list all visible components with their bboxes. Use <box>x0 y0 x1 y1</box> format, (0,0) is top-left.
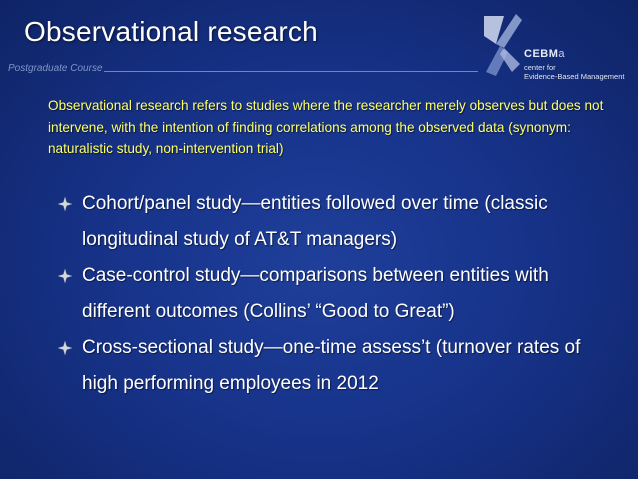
course-label: Postgraduate Course <box>8 63 103 74</box>
four-point-star-icon <box>58 197 72 211</box>
logo-tagline-2: Evidence-Based Management <box>524 72 625 81</box>
four-point-star-icon <box>58 341 72 355</box>
header-divider <box>104 71 478 72</box>
logo-mark-icon <box>482 14 522 76</box>
bullet-item-cohort <box>58 186 618 258</box>
bullet-list <box>58 186 618 402</box>
cebma-logo <box>482 14 632 84</box>
intro-paragraph: Observational research refers to studies where the researcher merely observes but does not intervene, with the intention of finding correlations among the observed data (synonym: naturalistic study, non-intervention trial) <box>48 98 604 156</box>
bullet-item-case-control <box>58 258 618 330</box>
slide-title: Observational research <box>24 16 318 47</box>
bullet-text: Cross-sectional study—one-time assess’t (turnover rates of high performing employees in 2012 <box>82 337 581 394</box>
logo-tagline-1: center for <box>524 63 556 72</box>
logo-wordmark: CEBMa <box>524 48 566 60</box>
bullet-text: Cohort/panel study—entities followed over time (classic longitudinal study of AT&T managers) <box>82 193 548 250</box>
bullet-item-cross-sectional <box>58 330 618 402</box>
four-point-star-icon <box>58 269 72 283</box>
bullet-text: Case-control study—comparisons between entities with different outcomes (Collins’ “Good to Great”) <box>82 265 549 322</box>
